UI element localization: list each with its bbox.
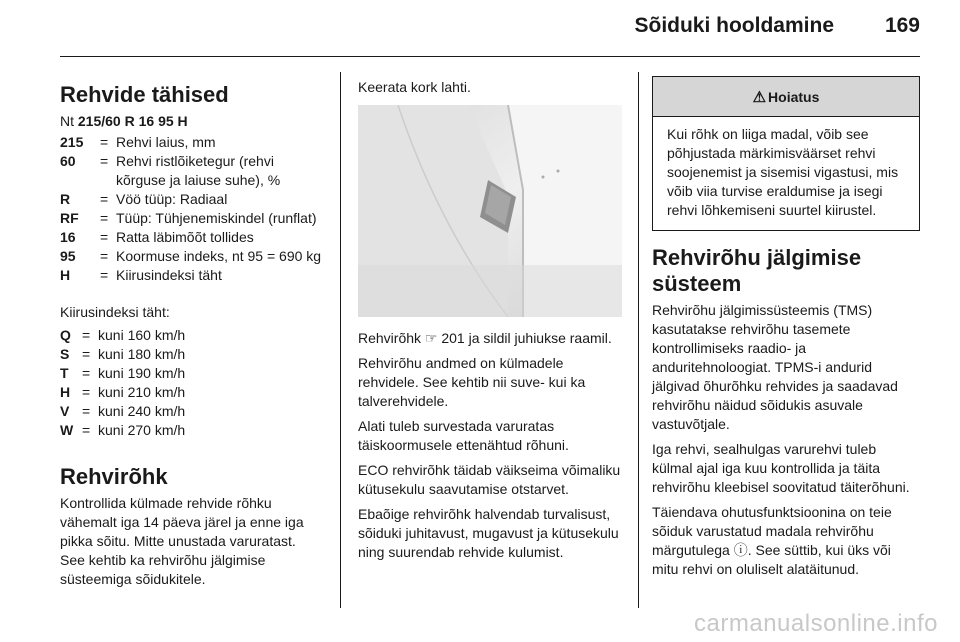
equals-sign: = [82, 422, 91, 438]
example-prefix: Nt [60, 113, 78, 129]
speed-code-list [60, 326, 322, 440]
page-number: 169 [884, 14, 920, 37]
warning-title: Hoiatus [768, 88, 820, 105]
warning-text: Kui rõhk on liiga madal, võib see põhjustada märkimisväärset rehvi soojenemist ja sisemisi vigastusi, mis võib viia turvise eraldumise ja isegi rehvi lõhkemiseni suurtel kiirustel. [667, 126, 899, 218]
intro-text: Keerata kork lahti. [358, 79, 471, 95]
list-item [60, 133, 322, 152]
code-key: R [60, 191, 71, 207]
warning-header [653, 77, 919, 117]
column-divider-1 [340, 72, 341, 608]
column-divider-2 [638, 72, 639, 608]
list-item [60, 190, 322, 209]
speed-key: T [60, 365, 69, 381]
equals-sign: = [82, 327, 91, 343]
equals-sign: = [100, 229, 109, 245]
code-value: Rehvi laius, mm [116, 134, 216, 150]
incorrect-pressure-text: Ebaõige rehvirõhk halvendab turvalisust, sõiduki juhitavust, mugavust ja kütusekulu ning suurendab rehvide kulumist. [358, 506, 619, 560]
equals-sign: = [100, 267, 109, 283]
example-line [60, 112, 322, 131]
column-right [652, 72, 920, 579]
watermark: carmanualsonline.info [694, 610, 938, 637]
list-item [60, 247, 322, 266]
tire-pressure-text: Kontrollida külmade rehvide rõhku vähemalt iga 14 päeva järel ja enne iga pikka sõitu. Mitte unustada varuratast. See kehtib ka rehvirõhu jälgimise süsteemiga sõidukitele. [60, 495, 304, 587]
list-item [60, 209, 322, 228]
page-header [60, 14, 920, 50]
header-title: Sõiduki hooldamine [634, 14, 834, 37]
list-item [60, 266, 322, 285]
warning-box [652, 76, 920, 231]
tire-markings-heading: Rehvide tähised [60, 82, 229, 107]
tire-code-list [60, 133, 322, 285]
speed-value: kuni 210 km/h [98, 384, 186, 400]
equals-sign: = [82, 346, 91, 362]
speed-value: kuni 160 km/h [98, 327, 186, 343]
equals-sign: = [100, 134, 109, 150]
list-item [60, 421, 322, 440]
spare-tire-text: Alati tuleb survestada varuratas täiskoormusele ettenähtud rõhuni. [358, 418, 569, 453]
cold-tire-text: Rehvirõhu andmed on külmadele rehvidele. See kehtib nii suve- kui ka talverehvidele. [358, 355, 586, 409]
warning-icon: ⚠ [752, 88, 767, 106]
code-key: H [60, 267, 71, 283]
code-value: Ratta läbimõõt tollides [116, 229, 254, 245]
speed-key: V [60, 403, 70, 419]
speed-value: kuni 180 km/h [98, 346, 186, 362]
list-item [60, 383, 322, 402]
speed-key: S [60, 346, 70, 362]
equals-sign: = [100, 191, 109, 207]
code-key: RF [60, 210, 79, 226]
photo-caption: Rehvirõhk ☞ 201 ja sildil juhiukse raamil. [358, 330, 612, 346]
speed-index-title: Kiirusindeksi täht: [60, 304, 170, 320]
code-key: 215 [60, 134, 84, 150]
equals-sign: = [100, 210, 109, 226]
tpms-intro-text: Rehvirõhu jälgimissüsteemis (TMS) kasutatakse rehvirõhu tasemete kontrollimiseks raadio- ja anduritehnoloogiat. TPMS-i andurid jälgivad õhurõhku rehvides ja saadavad rehvirõhu näidud sõidukis asuvale vastuvõtjale. [652, 302, 898, 432]
list-item [60, 364, 322, 383]
equals-sign: = [82, 384, 91, 400]
code-value: Kiirusindeksi täht [116, 267, 222, 283]
speed-value: kuni 190 km/h [98, 365, 186, 381]
code-value: Vöö tüüp: Radiaal [116, 191, 228, 207]
code-key: 95 [60, 248, 76, 264]
speed-key: Q [60, 327, 71, 343]
code-key: 16 [60, 229, 76, 245]
equals-sign: = [100, 248, 109, 264]
fuel-door-photo [358, 105, 622, 317]
list-item [60, 152, 322, 190]
equals-sign: = [82, 403, 91, 419]
monthly-check-text: Iga rehvi, sealhulgas varurehvi tuleb külmal ajal iga kuu kontrollida ja täita rehvirõhu kleebisel soovitatud täiterõhuni. [652, 441, 910, 495]
list-item [60, 326, 322, 345]
code-key: 60 [60, 153, 76, 169]
tire-pressure-heading: Rehvirõhk [60, 464, 168, 489]
column-middle [358, 72, 622, 562]
speed-value: kuni 240 km/h [98, 403, 186, 419]
list-item [60, 228, 322, 247]
equals-sign: = [82, 365, 91, 381]
column-left [60, 72, 322, 589]
speed-value: kuni 270 km/h [98, 422, 186, 438]
speed-key: W [60, 422, 74, 438]
speed-key: H [60, 384, 71, 400]
eco-pressure-text: ECO rehvirõhk täidab väikseima võimaliku kütusekulu saavutamise otstarvet. [358, 462, 621, 497]
list-item [60, 345, 322, 364]
code-value: Koormuse indeks, nt 95 = 690 kg [116, 248, 322, 264]
equals-sign: = [100, 153, 109, 169]
list-item [60, 402, 322, 421]
tpms-heading: Rehvirõhu jälgimise süsteem [652, 245, 862, 296]
fuel-door-illustration [358, 105, 622, 317]
example-code: 215/60 R 16 95 H [77, 113, 188, 129]
warning-light-text: Täiendava ohutusfunktsioonina on teie sõiduk varustatud madala rehvirõhu märgutulega ⓘ. See süttib, kui üks või mitu rehvi on oluliselt alatäitunud. [652, 504, 892, 577]
code-value: Tüüp: Tühjenemiskindel (runflat) [116, 210, 317, 226]
code-value: Rehvi ristlõiketegur (rehvi kõrguse ja laiuse suhe), % [116, 153, 281, 188]
header-divider [60, 56, 920, 57]
